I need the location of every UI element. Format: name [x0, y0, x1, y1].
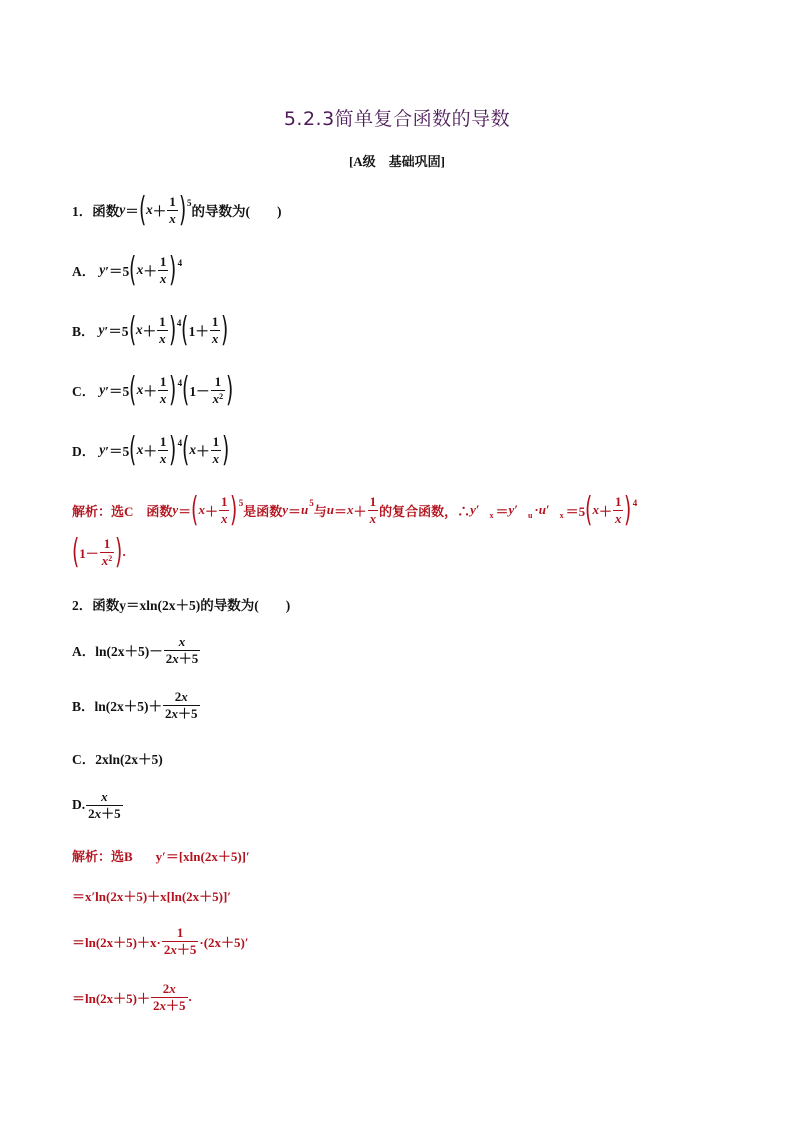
solution-expr: y′＝[xln(2x＋5)]′: [155, 849, 250, 864]
q1-option-d: D． y ′＝5 ( x ＋ $\frac{1}{x}$ ) 4 ( x ＋ $\frac{1}{x}$ ): [72, 430, 230, 470]
solution-expr: ·(2x＋5)′: [199, 934, 249, 950]
option-text: A．ln(2x＋5)－: [72, 644, 163, 660]
q2-stem: [72, 594, 290, 614]
q1-stem-prefix: 1．函数: [72, 204, 120, 219]
q2-option-a: A．ln(2x＋5)－ $\frac{x}{2x+5}$: [72, 634, 199, 666]
q1-option-c: C． y ′＝5 ( x ＋ $\frac{1}{x}$ ) 4 ( 1－ $\frac{1}{x^2}$ ): [72, 370, 234, 410]
option-label: A．: [72, 264, 96, 279]
section-heading: [A级 基础巩固]: [348, 154, 446, 169]
option-label: C．: [72, 384, 96, 399]
q2-option-d: D. $\frac{x}{2x+5}$: [72, 789, 121, 821]
q1-option-b: B． y ′＝5 ( x ＋ $\frac{1}{x}$ ) 4 ( 1＋ $\frac{1}{x}$ ): [72, 310, 229, 350]
solution-text: 是函数: [243, 503, 283, 519]
q2-option-b: B．ln(2x＋5)＋ $\frac{2x}{2x+5}$: [72, 689, 198, 721]
q2-solution-line3: ＝ln(2x＋5)＋x· $\frac{1}{2x+5}$ ·(2x＋5)′: [72, 925, 249, 957]
solution-text: 与: [313, 503, 327, 519]
solution-expr: ＝x′ln(2x＋5)＋x[ln(2x＋5)]′: [72, 889, 231, 904]
q2-solution-line4: ＝ln(2x＋5)＋ $\frac{2x}{2x+5}$ .: [72, 981, 192, 1013]
q1-stem: 1．函数 y ＝ ( x ＋ $\frac{1}{x}$ ) 5 的导数为( ): [72, 190, 282, 230]
q1-stem-suffix: 的导数为( ): [191, 204, 282, 219]
fraction: $\frac{1}{x}$: [169, 193, 176, 226]
solution-text: 的复合函数，∴: [379, 503, 471, 519]
solution-label: 解析：选C 函数: [72, 503, 173, 519]
solution-end: .: [188, 989, 192, 1005]
option-label: D．: [72, 444, 96, 459]
option-text: C．2xln(2x＋5): [72, 752, 163, 767]
q1-solution: 解析：选C 函数 y ＝ ( x ＋ $\frac{1}{x}$ ) 5 是函数 y ＝ u 5 与 u ＝ x ＋ $\frac{1}{x}$ 的复合函数，∴ y ′ x ＝ y ′ u · u ′ x ＝5 ( x ＋ $\frac{1}{x}$ ) 4: [72, 490, 638, 530]
q2-solution-line2: [72, 886, 231, 905]
q2-stem-text: 2．函数y＝xln(2x＋5)的导数为( ): [72, 598, 291, 613]
option-label: B．: [72, 324, 95, 339]
q1-option-a: A． y ′＝5 ( x ＋ $\frac{1}{x}$ ) 4: [72, 250, 183, 290]
option-text: B．ln(2x＋5)＋: [72, 699, 163, 715]
option-text: D.: [72, 797, 86, 813]
page-title: 5.2.3简单复合函数的导数: [283, 108, 511, 130]
solution-label: 解析：选B: [72, 849, 146, 864]
solution-expr: ＝ln(2x＋5)＋x·: [72, 934, 161, 950]
q1-solution-cont: ( 1－ $\frac{1}{x^2}$ ) .: [71, 532, 126, 572]
q2-solution-line1: [72, 846, 250, 865]
q2-option-c: [72, 748, 163, 768]
solution-end: .: [122, 544, 126, 559]
solution-expr: ＝ln(2x＋5)＋: [72, 990, 151, 1006]
